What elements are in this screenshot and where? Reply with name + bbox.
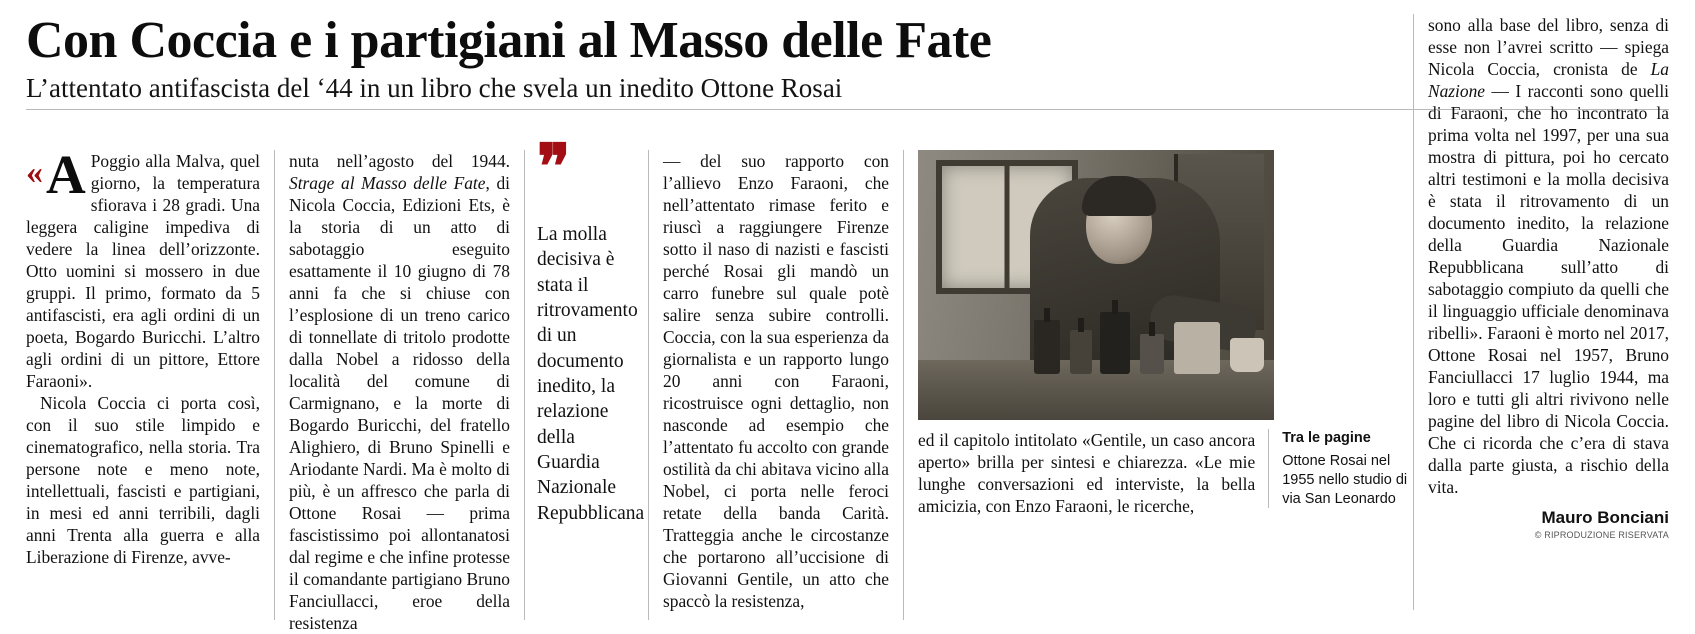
column-1-paragraph-2: Nicola Coccia ci porta così, con il suo stile limpido e cinematografico, nella storia. Tra persone note e meno note, intellettuali, fascisti e partigiani, in mesi ed anni terribili, dagli anni Trenta alla guerra e alla Liberazione di Firenze, avve- bbox=[26, 393, 260, 568]
photo-caption bbox=[1268, 429, 1411, 508]
article-body bbox=[26, 134, 1411, 634]
photo-bottle bbox=[1070, 330, 1092, 374]
column-5 bbox=[903, 150, 1411, 620]
quote-mark-icon: ❞ bbox=[537, 134, 569, 202]
column-4 bbox=[648, 150, 903, 620]
photo-block bbox=[918, 150, 1411, 420]
rail-text-a: sono alla base del libro, senza di esse non l’avrei scritto — spiega Nicola Coccia, cronista de bbox=[1428, 15, 1669, 80]
pullquote-text: La molla decisiva è stata il ritrovamento di un documento inedito, la relazione della Guardia Nazionale Repubblicana bbox=[537, 224, 645, 524]
open-quote-mark: « bbox=[26, 154, 43, 191]
photo-cup bbox=[1230, 338, 1264, 372]
column-1-text: Poggio alla Malva, quel giorno, la temperatura sfiorava i 28 gradi. Una leggera caligine impediva di vedere la linea dell’orizzonte. Otto uomini si mossero in due gruppi. Il primo, formato da 5 antifascisti, era agli ordini di un poeta, Bogardo Buricchi. L’altro agli ordini di un pittore, Ettore Faraoni». bbox=[26, 151, 260, 392]
right-rail-column bbox=[1413, 14, 1669, 610]
rail-paragraph bbox=[1428, 14, 1669, 498]
article-photo bbox=[918, 150, 1274, 420]
rail-text-italic: La Nazione bbox=[1428, 59, 1669, 102]
book-title: Strage al Masso delle Fate bbox=[289, 173, 486, 194]
page-title: Con Coccia e i partigiani al Masso delle Fate bbox=[26, 12, 992, 69]
column-2-text-b: , di Nicola Coccia, Edizioni Ets, è la storia di un atto di sabotaggio eseguito esattamente il 10 giugno di 78 anni fa che si chiuse con l’esplosione di un treno carico di tonnellate di tritolo prodotte dalla Nobel a ridosso della località del comune di Carmignano, e la morte di Bogardo Buricchi, del fratello Alighiero, di Bruno Spinelli e Ariodante Nardi. Ma è molto di più, è un affresco che parla di Ottone Rosai — prima fascistissimo poi allontanatosi dal regime e che infine protesse il comandante partigiano Bruno Fanciullacci, eroe della resistenza bbox=[289, 173, 510, 634]
drop-cap: A bbox=[46, 144, 86, 205]
photo-bottle bbox=[1100, 312, 1130, 374]
photo-bottle bbox=[1034, 320, 1060, 374]
copyright-notice: © RIPRODUZIONE RISERVATA bbox=[1534, 530, 1669, 541]
column-1 bbox=[26, 144, 274, 620]
article-subhead: L’attentato antifascista del ‘44 in un libro che svela un inedito Ottone Rosai bbox=[26, 73, 843, 104]
photo-bottle bbox=[1140, 334, 1164, 374]
photo-table bbox=[918, 360, 1274, 420]
photo-jar bbox=[1174, 322, 1220, 374]
column-2 bbox=[274, 150, 524, 634]
caption-row bbox=[918, 429, 1411, 517]
column-4-paragraph: — del suo rapporto con l’allievo Enzo Faraoni, che nell’attentato rimase ferito e riuscì a raggiungere Firenze sotto il naso di nazisti e fascisti perché Rosai gli mandò un carro funebre sul quale potè salire senza subire controlli. Coccia, con la sua esperienza da giornalista e un rapporto lungo 20 anni con Faraoni, ricostruisce ogni dettaglio, non nasconde ad esempio che l’attentato fu accolto con grande ostilità da chi abitava vicino alla Nobel, ci porta nelle feroci retate della banda Carità. Tratteggia anche le circostanze che portarono all’uccisione di Giovanni Gentile, un atto che spaccò la resistenza, bbox=[663, 151, 889, 612]
opening-paragraph bbox=[26, 144, 260, 392]
column-5-paragraph: ed il capitolo intitolato «Gentile, un caso ancora aperto» brilla per sintesi e chiarezza. «Le mie lunghe conversazioni ed interviste, la bella amicizia, con Enzo Faraoni, le ricerche, bbox=[918, 430, 1256, 517]
article-byline: Mauro Bonciani bbox=[1541, 508, 1669, 528]
rail-text-b: — I racconti sono quelli di Faraoni, che ho incontrato la prima volta nel 1997, per una sua mostra di pittura, poi ho cercato altri testimoni e la molla decisiva è stata il ritrovamento di un documento inedito, la relazione della Guardia Nazionale Repubblicana sull’atto di sabotaggio compiuto da quelli che il linguaggio ufficiale denominava ribelli». Faraoni è morto nel 2017, Ottone Rosai nel 1957, Bruno Fanciullacci 17 luglio 1944, ma loro e tutti gli altri rivivono nelle pagine del libro di Nicola Coccia. Che ci ricorda che c’era di stava dalla parte giusta, a rischio della vita. bbox=[1428, 81, 1669, 498]
column-3-pullquote bbox=[524, 134, 648, 620]
photo-caption-body: Ottone Rosai nel 1955 nello studio di via San Leonardo bbox=[1282, 452, 1408, 507]
photo-caption-title: Tra le pagine bbox=[1282, 430, 1371, 446]
column-2-text-a: nuta nell’agosto del 1944. bbox=[289, 151, 510, 171]
column-2-paragraph bbox=[289, 150, 510, 634]
